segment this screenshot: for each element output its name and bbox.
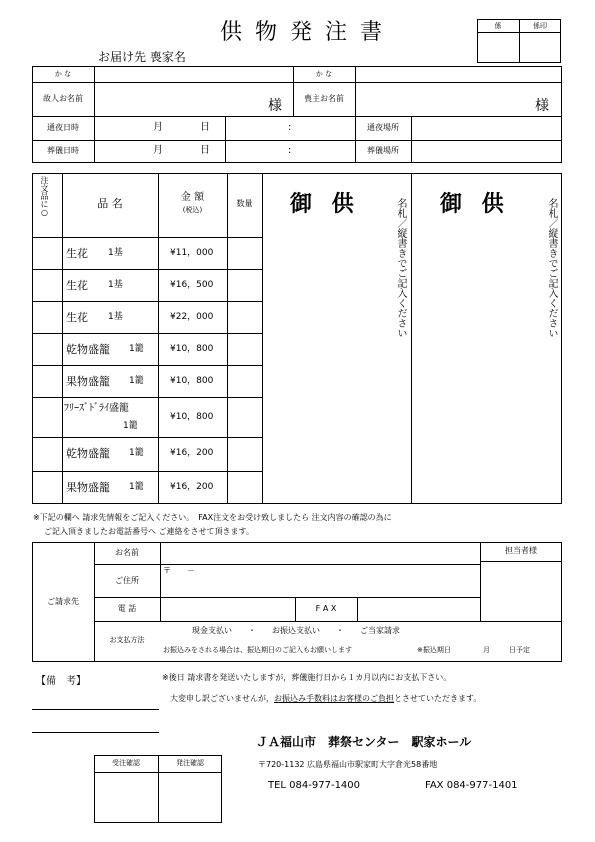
order-check-4[interactable] xyxy=(33,334,61,364)
item-unit: 1籠 xyxy=(129,448,144,458)
notice-line-2: ご記入頂きましたお電話番号へ ご連絡をさせて頂きます。 xyxy=(44,527,254,536)
organization-tel: TEL 084-977-1400 xyxy=(268,780,361,791)
billing-address-field[interactable] xyxy=(161,565,479,596)
order-check-7[interactable] xyxy=(33,438,61,470)
deceased-name-field[interactable] xyxy=(95,83,292,115)
stamp-label-2: 係印 xyxy=(533,22,547,30)
funeral-colon: : xyxy=(288,145,292,156)
billing-name-field[interactable] xyxy=(161,543,479,563)
item-unit: 1基 xyxy=(108,280,123,290)
quantity-field-8[interactable] xyxy=(228,472,261,503)
wake-place-label: 通夜場所 xyxy=(367,123,399,132)
chief-kana-field[interactable] xyxy=(356,67,561,81)
order-received-label: 受注確認 xyxy=(112,759,140,767)
stamp-label-1: 係 xyxy=(494,22,502,30)
funeral-date-field[interactable] xyxy=(95,141,354,162)
wake-date-field[interactable] xyxy=(95,117,354,139)
staff-name-field[interactable] xyxy=(481,562,561,620)
order-mark-header: 注文品に○ xyxy=(40,176,49,217)
item-unit: 1籠 xyxy=(129,376,144,386)
name-tag-field-1[interactable] xyxy=(263,230,391,503)
notice-line-1: ※下記の欄へ 請求先情報をご記入ください。 FAX注文をお受け致しましたら 注文内容の確認の為に xyxy=(33,513,392,522)
item-price: ¥10，800 xyxy=(170,412,214,422)
item-price: ¥16，200 xyxy=(170,448,214,458)
quantity-field-3[interactable] xyxy=(228,302,261,332)
billing-section-label: ご請求先 xyxy=(47,597,79,606)
order-check-2[interactable] xyxy=(33,270,61,300)
quantity-field-1[interactable] xyxy=(228,238,261,268)
order-check-1[interactable] xyxy=(33,238,61,268)
chief-sama: 様 xyxy=(535,98,549,114)
billing-fax-field[interactable] xyxy=(358,598,479,620)
quantity-field-7[interactable] xyxy=(228,438,261,470)
wake-place-field[interactable] xyxy=(412,117,561,139)
price-tax-note: (税込) xyxy=(182,206,203,214)
chief-name-field[interactable] xyxy=(356,83,561,115)
wake-date-label: 通夜日時 xyxy=(47,123,79,132)
deceased-kana-label: か な xyxy=(54,70,72,78)
received-stamp-field[interactable] xyxy=(95,773,157,822)
order-check-3[interactable] xyxy=(33,302,61,332)
billing-fax-label: F A X xyxy=(315,604,337,613)
item-unit: 1基 xyxy=(108,248,123,258)
transfer-due-label: ※振込期日 xyxy=(417,646,451,654)
remarks-fee-emphasis: お振込み手数料はお客様のご負担 xyxy=(274,694,394,703)
order-check-8[interactable] xyxy=(33,472,61,503)
billing-phone-field[interactable] xyxy=(161,598,294,620)
staff-label: 担当者様 xyxy=(505,546,537,555)
item-name: 生花 xyxy=(66,311,88,324)
item-name: 果物盛籠 xyxy=(66,481,110,494)
transfer-month: 月 xyxy=(483,646,490,654)
item-unit: 1籠 xyxy=(123,421,138,431)
quantity-field-5[interactable] xyxy=(228,366,261,396)
wake-colon: : xyxy=(288,122,292,133)
billing-name-label: お名前 xyxy=(115,548,139,557)
deceased-kana-field[interactable] xyxy=(95,67,292,81)
funeral-month: 月 xyxy=(153,145,163,156)
item-price: ¥16，500 xyxy=(170,280,214,290)
chief-kana-label: か な xyxy=(315,70,333,78)
remarks-line-1: ※後日 請求書を発送いたしますが，葬儀施行日から１カ月以内にお支払下さい。 xyxy=(162,673,452,682)
transfer-day: 日予定 xyxy=(509,646,530,654)
item-price: ¥10，800 xyxy=(170,376,214,386)
deceased-sama: 様 xyxy=(268,98,282,114)
remarks-line-2a: 大変申し訳ございませんが， xyxy=(170,694,274,703)
item-name: ﾌﾘｰｽﾞﾄﾞﾗｲ盛籠 xyxy=(64,403,129,414)
item-name: 果物盛籠 xyxy=(66,375,110,388)
funeral-date-label: 葬儀日時 xyxy=(47,146,79,155)
organization-name: ＪＡ福山市 葬祭センター 駅家ホール xyxy=(256,735,472,749)
order-check-5[interactable] xyxy=(33,366,61,396)
quantity-field-4[interactable] xyxy=(228,334,261,364)
funeral-place-label: 葬儀場所 xyxy=(367,146,399,155)
offering-heading-1: 御 供 xyxy=(290,191,360,217)
item-name: 生花 xyxy=(66,279,88,292)
item-unit: 1基 xyxy=(108,312,123,322)
wake-month: 月 xyxy=(153,122,163,133)
deceased-name-label: 故人お名前 xyxy=(43,94,83,103)
remarks-line-2c: とさせていただきます。 xyxy=(394,694,482,703)
delivery-label: お届け先 喪家名 xyxy=(98,50,186,64)
order-check-6[interactable] xyxy=(33,398,61,436)
item-price: ¥11，000 xyxy=(170,248,214,258)
payment-method-label: お支払方法 xyxy=(109,636,145,644)
quantity-field-2[interactable] xyxy=(228,270,261,300)
item-price: ¥22，000 xyxy=(170,312,214,322)
name-tag-note-1: 名札／縦書きでご記入ください xyxy=(395,198,406,338)
payment-options[interactable]: 現金支払い ・ お振込支払い ・ ご当家請求 xyxy=(192,626,400,635)
page-title: 供 物 発 注 書 xyxy=(220,20,385,45)
item-name: 乾物盛籠 xyxy=(66,343,110,356)
remarks-field[interactable] xyxy=(32,690,159,734)
item-price: ¥10，800 xyxy=(170,344,214,354)
item-name-header: 品 名 xyxy=(97,197,123,210)
postal-code-mark: 〒 － xyxy=(163,566,195,575)
quantity-field-6[interactable] xyxy=(228,398,261,436)
organization-address: 〒720-1132 広島県福山市駅家町大字倉光58番地 xyxy=(258,760,438,769)
organization-fax: FAX 084-977-1401 xyxy=(425,780,518,791)
transfer-note: お振込みをされる場合は、振込期日のご記入もお願いします xyxy=(163,646,352,654)
price-header: 金 額 xyxy=(180,192,205,203)
name-tag-field-2[interactable] xyxy=(412,230,542,503)
placed-stamp-field[interactable] xyxy=(159,773,221,822)
offering-heading-2: 御 供 xyxy=(440,191,510,217)
remarks-line-2 xyxy=(170,695,481,703)
billing-address-label: ご住所 xyxy=(115,576,139,585)
item-name: 生花 xyxy=(66,247,88,260)
funeral-place-field[interactable] xyxy=(412,141,561,162)
order-placed-label: 発注確認 xyxy=(176,759,204,767)
item-price: ¥16，200 xyxy=(170,482,214,492)
remarks-label: 【備 考】 xyxy=(36,676,86,687)
quantity-header: 数量 xyxy=(236,199,253,208)
billing-phone-label: 電 話 xyxy=(117,604,137,613)
name-tag-note-2: 名札／縦書きでご記入ください xyxy=(546,198,557,338)
item-name: 乾物盛籠 xyxy=(66,447,110,460)
wake-day: 日 xyxy=(200,122,210,133)
funeral-day: 日 xyxy=(200,145,210,156)
item-unit: 1籠 xyxy=(129,344,144,354)
item-unit: 1籠 xyxy=(129,482,144,492)
chief-name-label: 喪主お名前 xyxy=(304,94,344,103)
